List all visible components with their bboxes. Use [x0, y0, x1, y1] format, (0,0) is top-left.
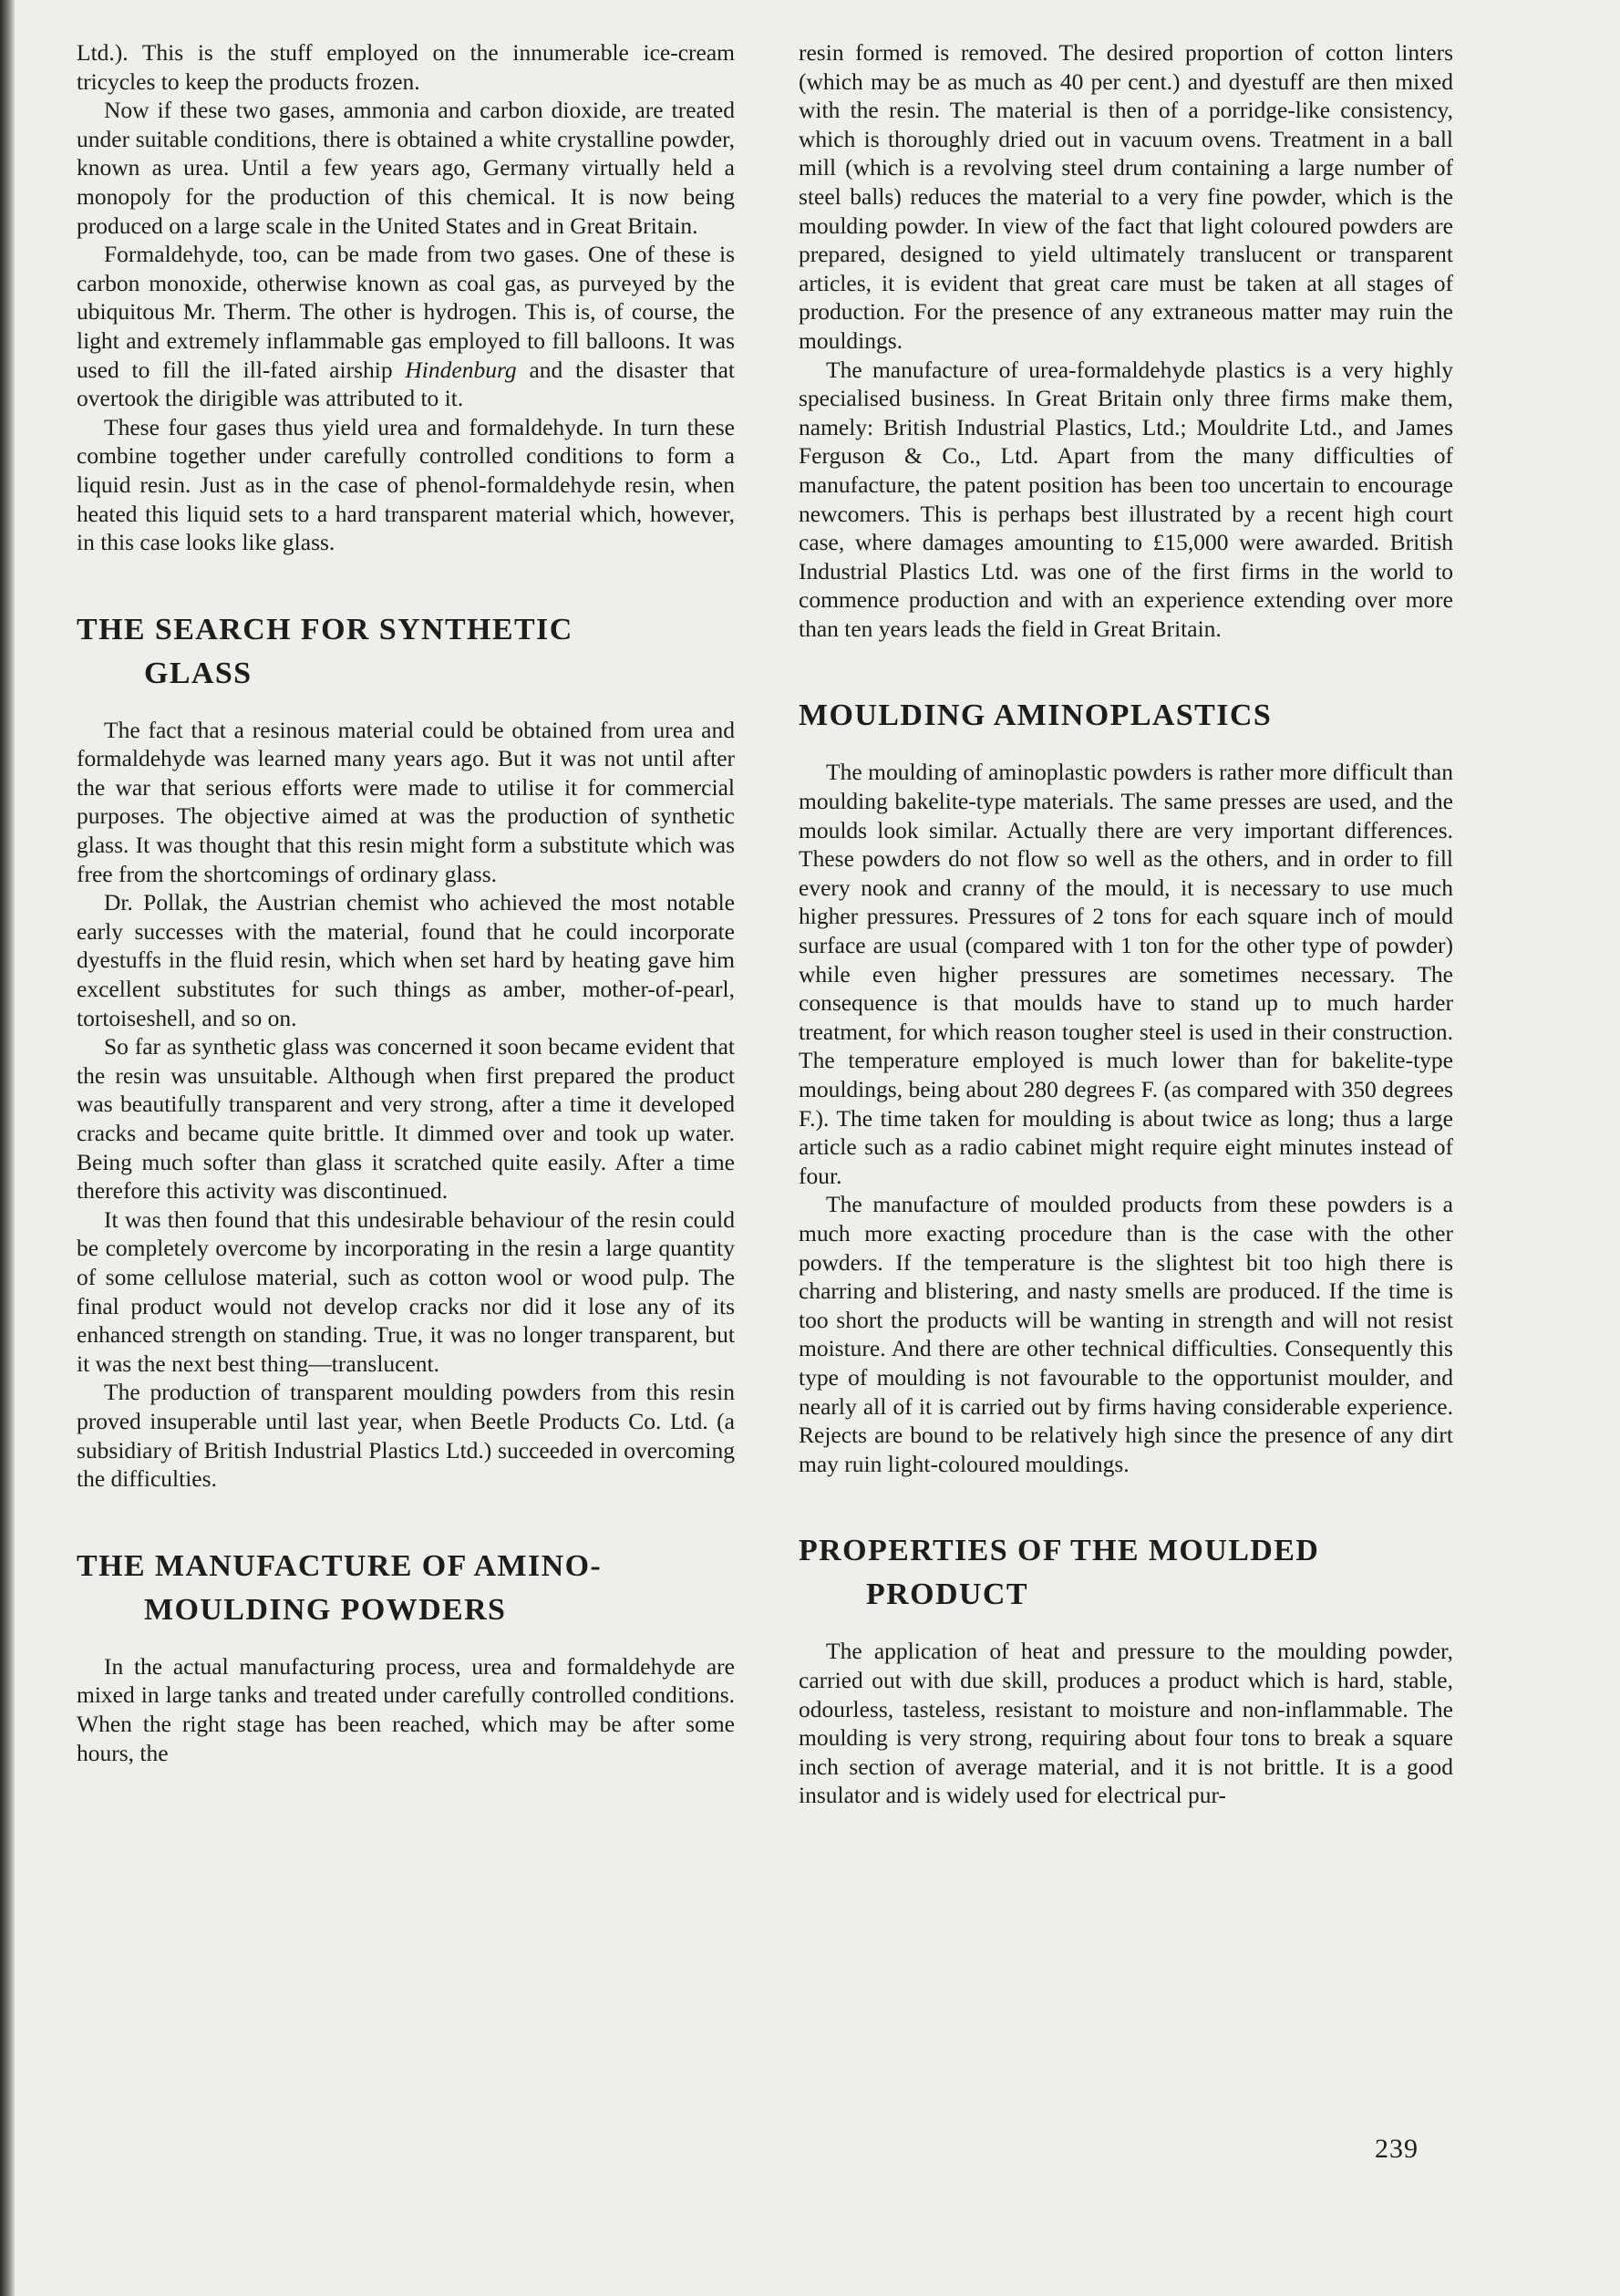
left-column [77, 38, 735, 1767]
page-number: 239 [1375, 2134, 1419, 2164]
paragraph: The fact that a resinous material could be obtained from urea and formaldehyde was learned many years ago. But it was not until after the war that serious efforts were made to utilise it for commercial purposes. The objective aimed at was the production of synthetic glass. It was thought that this resin might form a substitute which was free from the shortcomings of ordinary glass. [77, 716, 735, 887]
paragraph: Now if these two gases, ammonia and carbon dioxide, are treated under suitable conditions, there is obtained a white crystalline powder, known as urea. Until a few years ago, Germany virtually held a monopoly for the production of this chemical. It is now being produced on a large scale in the United States and in Great Britain. [77, 97, 735, 239]
heading-line: MOULDING POWDERS [144, 1592, 507, 1627]
paragraph: The production of transparent moulding powders from this resin proved insuperable until last year, when Beetle Products Co. Ltd. (a subsidiary of British Industrial Plastics Ltd.) succeeded in overcoming the difficulties. [77, 1379, 735, 1493]
paragraph [77, 240, 735, 413]
section-heading [799, 694, 1453, 738]
paragraph: The manufacture of urea-formaldehyde plastics is a very highly specialised business. In Great Britain only three firms make them, namely: British Industrial Plastics, Ltd.; Mouldrite Ltd., and James Ferguson & Co., Ltd. Apart from the many difficulties of manufacture, the patent position has been too uncertain to encourage newcomers. This is perhaps best illustrated by a recent high court case, where damages amounting to £15,000 were awarded. British Industrial Plastics Ltd. was one of the first firms in the world to commence production and with an experience extending over more than ten years leads the field in Great Britain. [799, 356, 1453, 642]
heading-line: PROPERTIES OF THE MOULDED [799, 1534, 1320, 1568]
paragraph: These four gases thus yield urea and formaldehyde. In turn these combine together under carefully controlled conditions to form a liquid resin. Just as in the case of phenol-formaldehyde resin, when heated this liquid sets to a hard transparent material which, however, in this case looks like glass. [77, 413, 735, 556]
paragraph: Ltd.). This is the stuff employed on the innumerable ice-cream tricycles to keep the products frozen. [77, 39, 735, 95]
paragraph: The moulding of aminoplastic powders is rather more difficult than moulding bakelite-type materials. The same presses are used, and the moulds look similar. Actually there are very important differences. These powders do not flow so well as the others, and in order to fill every nook and cranny of the mould, it is necessary to use much higher pressures. Pressures of 2 tons for each square inch of mould surface are usual (compared with 1 ton for the other type of powder) while even higher pressures are sometimes necessary. The consequence is that moulds have to stand up to much harder treatment, for which reason tougher steel is used in their construction. The temperature employed is much lower than for bakelite-type mouldings, being about 280 degrees F. (as compared with 350 degrees F.). The time taken for moulding is about twice as long; thus a large article such as a radio cabinet might require eight minutes instead of four. [799, 759, 1453, 1189]
section-heading [799, 1529, 1453, 1617]
paragraph: In the actual manufacturing process, urea and formaldehyde are mixed in large tanks and treated under carefully controlled conditions. When the right stage has been reached, which may be after some hours, the [77, 1652, 735, 1766]
section-heading [77, 608, 735, 696]
paragraph: So far as synthetic glass was concerned it soon became evident that the resin was unsuitable. Although when first prepared the product was beautifully transparent and very strong, after a time it developed cracks and became quite brittle. It dimmed over and took up water. Being much softer than glass it scratched quite easily. After a time therefore this activity was discontinued. [77, 1033, 735, 1205]
heading-line: THE SEARCH FOR SYNTHETIC [77, 612, 573, 646]
paragraph: The application of heat and pressure to the moulding powder, carried out with due skill, produces a product which is hard, stable, odourless, tasteless, resistant to moisture and non-inflammable. The moulding is very strong, requiring about four tons to break a square inch section of average material, and it is not brittle. It is a good insulator and is widely used for electrical pur- [799, 1638, 1453, 1809]
right-column [799, 38, 1453, 1810]
paragraph-text: and the disaster that overtook the dirigible was attributed to it. [77, 356, 735, 412]
paragraph: Dr. Pollak, the Austrian chemist who achieved the most notable early successes with the material, found that he could incorporate dyestuffs in the fluid resin, which when set hard by heating gave him excellent substitutes for such things as amber, mother-of-pearl, tortoiseshell, and so on. [77, 889, 735, 1031]
paragraph-text: Formaldehyde, too, can be made from two gases. One of these is carbon monoxide, otherwise known as coal gas, as purveyed by the ubiquitous Mr. Therm. The other is hydrogen. This is, of course, the light and extremely inflammable gas employed to fill balloons. It was used to fill the ill-fated airship [77, 241, 735, 383]
italic-term: Hindenburg [405, 356, 517, 383]
paragraph: It was then found that this undesirable behaviour of the resin could be completely overcome by incorporating in the resin a large quantity of some cellulose material, such as cotton wool or wood pulp. The final product would not develop cracks nor did it lose any of its enhanced strength on standing. True, it was no longer transparent, but it was the next best thing—translucent. [77, 1205, 735, 1377]
paragraph: resin formed is removed. The desired proportion of cotton linters (which may be as much as 40 per cent.) and dyestuff are then mixed with the resin. The material is then of a porridge-like consistency, which is thoroughly dried out in vacuum ovens. Treatment in a ball mill (which is a revolving steel drum containing a large number of steel balls) reduces the material to a very fine powder, which is the moulding powder. In view of the fact that light coloured powders are prepared, designed to yield ultimately translucent or transparent articles, it is evident that great care must be taken at all stages of production. For the presence of any extraneous matter may ruin the mouldings. [799, 39, 1453, 354]
heading-line: MOULDING AMINOPLASTICS [799, 698, 1273, 733]
heading-line: PRODUCT [866, 1577, 1028, 1612]
page-binding-edge [0, 0, 15, 2296]
section-heading [77, 1545, 735, 1632]
heading-line: THE MANUFACTURE OF AMINO- [77, 1548, 603, 1583]
paragraph: The manufacture of moulded products from these powders is a much more exacting procedure than is the case with the other powders. If the temperature is the slightest bit too high there is charring and blistering, and nasty smells are produced. If the time is too short the products will be wanting in strength and will not resist moisture. And there are other technical difficulties. Consequently this type of moulding is not favourable to the opportunist moulder, and nearly all of it is carried out by firms having considerable experience. Rejects are bound to be relatively high since the presence of any dirt may ruin light-coloured mouldings. [799, 1191, 1453, 1477]
heading-line: GLASS [144, 656, 253, 690]
